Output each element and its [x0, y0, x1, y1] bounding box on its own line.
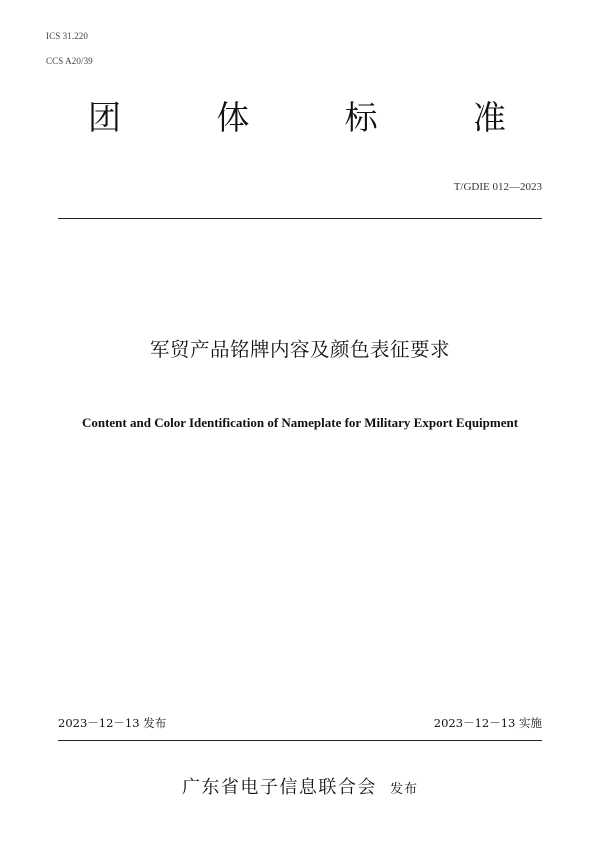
- issue-date: 2023－12－13 发布: [58, 716, 167, 730]
- standard-type-heading: [88, 92, 506, 139]
- top-divider: [58, 218, 542, 219]
- bottom-divider: [58, 740, 542, 741]
- implementation-date: 2023－12－13 实施: [433, 716, 542, 730]
- ccs-code: CCS A20/39: [46, 56, 93, 66]
- english-title: Content and Color Identification of Nameplate for Military Export Equipment: [81, 415, 519, 430]
- publish-label: 发布: [390, 782, 419, 797]
- publisher-name: 广东省电子信息联合会: [181, 777, 377, 798]
- standard-type-char: 体: [216, 98, 250, 137]
- publisher-line: [0, 773, 600, 799]
- ics-code: ICS 31.220: [46, 31, 89, 41]
- standard-type-char: 标: [344, 98, 378, 137]
- standard-type-char: 团: [88, 98, 121, 137]
- standard-number: T/GDIE 012—2023: [453, 181, 542, 193]
- standard-type-char: 准: [472, 98, 506, 137]
- chinese-title: 军贸产品铭牌内容及颜色表征要求: [149, 338, 450, 361]
